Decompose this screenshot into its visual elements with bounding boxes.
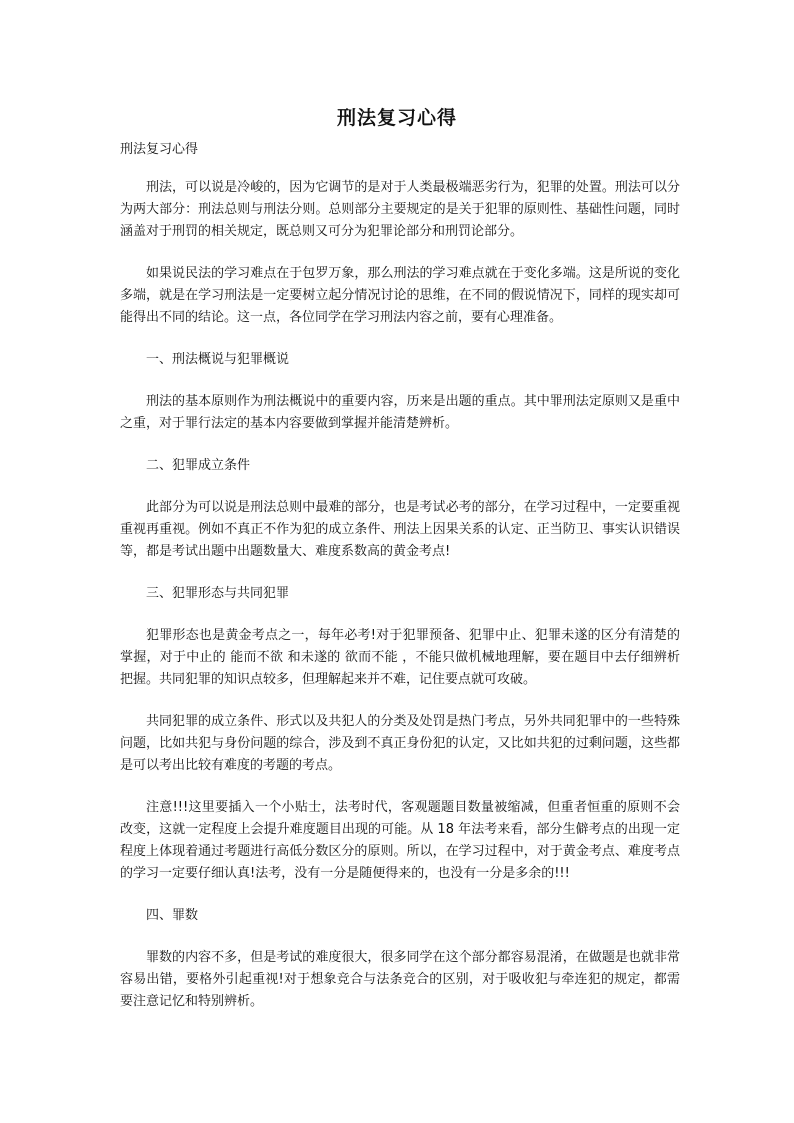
paragraph: 刑法的基本原则作为刑法概说中的重要内容，历来是出题的重点。其中罪刑法定原则又是重中之重，对于罪行法定的基本内容要做到掌握并能清楚辨析。	[120, 394, 680, 431]
paragraph: 共同犯罪的成立条件、形式以及共犯人的分类及处罚是热门考点，另外共同犯罪中的一些特殊问题，比如共犯与身份问题的综合，涉及到不真正身份犯的认定，又比如共犯的过剩问题，这些都是可以考出比较有难度的考题的考点。	[120, 714, 680, 773]
paragraph: 注意!!!这里要插入一个小贴士，法考时代，客观题题目数量被缩减，但重者恒重的原则不会改变，这就一定程度上会提升难度题目出现的可能。从 18 年法考来看，部分生僻考点的出现一定程度上体现着通过考题进行高低分数区分的原则。所以，在学习过程中，对于黄金考点、难度考点的学习一定要仔细认真!法考，没有一分是随便得来的，也没有一分是多余的!!!	[120, 800, 680, 881]
paragraph: 罪数的内容不多，但是考试的难度很大，很多同学在这个部分都容易混淆，在做题是也就非常容易出错，要格外引起重视!对于想象竞合与法条竞合的区别，对于吸收犯与牵连犯的规定，都需要注意记忆和特别辨析。	[120, 950, 680, 1009]
paragraph: 刑法，可以说是冷峻的，因为它调节的是对于人类最极端恶劣行为，犯罪的处置。刑法可以分为两大部分：刑法总则与刑法分则。总则部分主要规定的是关于犯罪的原则性、基础性问题，同时涵盖对于刑罚的相关规定，既总则又可分为犯罪论部分和刑罚论部分。	[120, 180, 680, 239]
paragraph: 如果说民法的学习难点在于包罗万象，那么刑法的学习难点就在于变化多端。这是所说的变化多端，就是在学习刑法是一定要树立起分情况讨论的思维，在不同的假说情况下，同样的现实却可能得出不同的结论。这一点，各位同学在学习刑法内容之前，要有心理准备。	[120, 266, 680, 325]
document-subtitle: 刑法复习心得	[120, 142, 199, 157]
section-heading: 二、犯罪成立条件	[146, 458, 251, 473]
section-heading: 四、罪数	[146, 908, 199, 923]
document-title: 刑法复习心得	[336, 107, 457, 129]
paragraph: 此部分为可以说是刑法总则中最难的部分，也是考试必考的部分，在学习过程中，一定要重视重视再重视。例如不真正不作为犯的成立条件、刑法上因果关系的认定、正当防卫、事实认识错误等，都是考试出题中出题数量大、难度系数高的黄金考点!	[120, 500, 680, 559]
document-body	[120, 177, 680, 1033]
paragraph: 犯罪形态也是黄金考点之一，每年必考!对于犯罪预备、犯罪中止、犯罪未遂的区分有清楚的掌握，对于中止的 能而不欲 和未遂的 欲而不能 ，不能只做机械地理解，要在题目中去仔细辨析把握。共同犯罪的知识点较多，但理解起来并不难，记住要点就可攻破。	[120, 628, 680, 687]
section-heading: 三、犯罪形态与共同犯罪	[146, 586, 290, 601]
section-heading: 一、刑法概说与犯罪概说	[146, 352, 290, 367]
